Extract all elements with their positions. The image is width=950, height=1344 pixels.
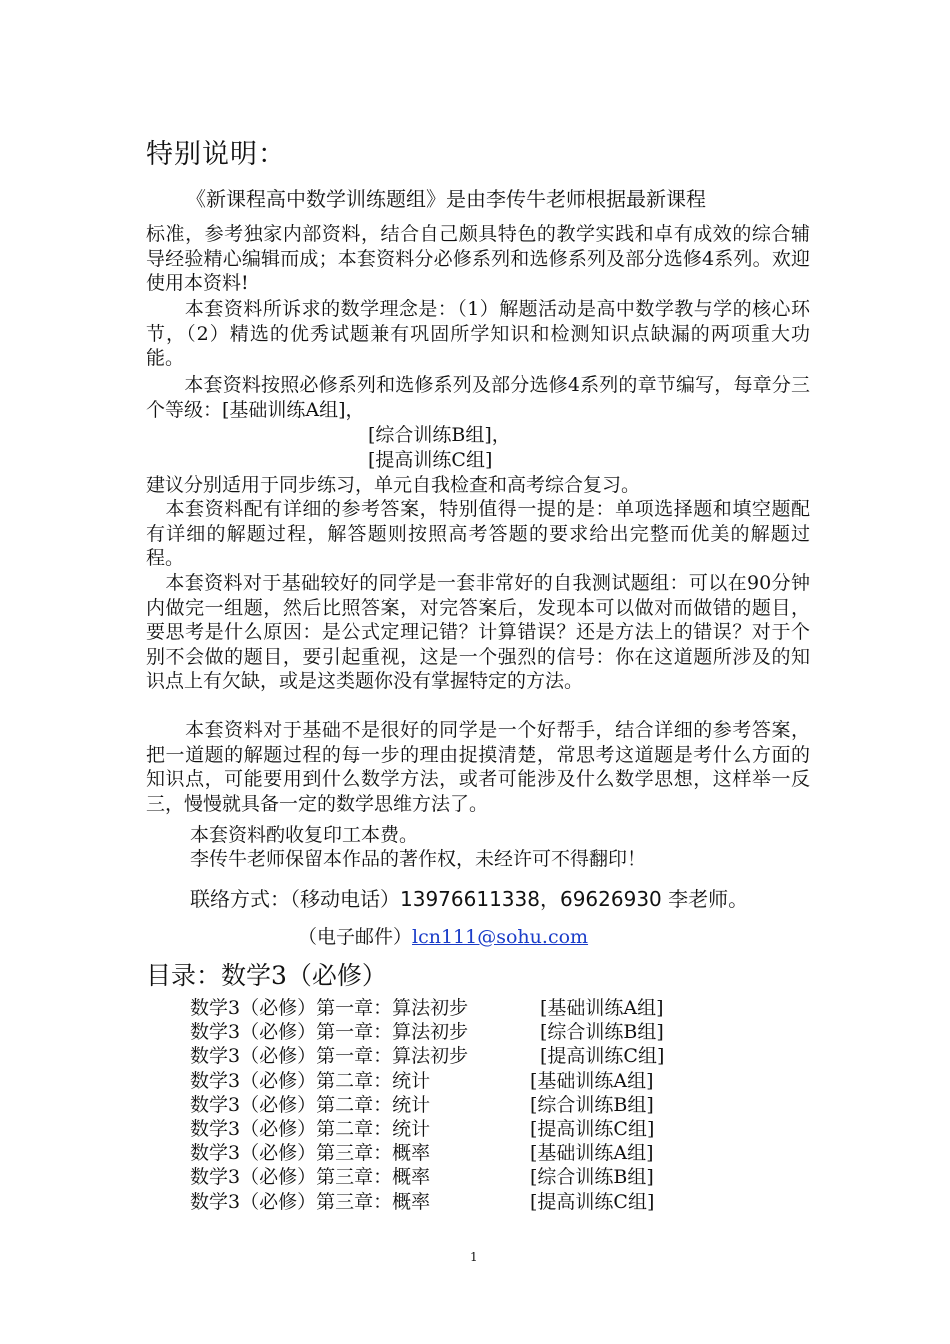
level-c-line: [提高训练C组] — [368, 449, 493, 471]
contact-email-line — [298, 922, 588, 949]
paragraph-8: 本套资料酌收复印工本费。 — [190, 824, 419, 846]
paragraph-1: 标准，参考独家内部资料，结合自己颇具特色的教学实践和卓有成效的综合辅导经验精心编辑而成；本套资料分必修系列和选修系列及部分选修4系列。欢迎使用本资料! — [146, 223, 810, 294]
paragraph-9: 李传牛老师保留本作品的著作权，未经许可不得翻印！ — [190, 848, 647, 870]
toc-item[interactable]: 数学3（必修）第三章：概率 [综合训练B组] — [190, 1166, 654, 1189]
paragraph-4: 建议分别适用于同步练习，单元自我检查和高考综合复习。 — [146, 474, 641, 496]
phone-numbers: 13976611338，69626930 — [400, 887, 662, 911]
toc-item[interactable]: 数学3（必修）第一章：算法初步 [提高训练C组] — [190, 1045, 665, 1068]
level-b-line: [综合训练B组]， — [368, 424, 511, 446]
paragraph-3: 本套资料按照必修系列和选修系列及部分选修4系列的章节编写，每章分三个等级：[基础训练A组]， — [146, 374, 810, 421]
toc-item[interactable]: 数学3（必修）第二章：统计 [基础训练A组] — [190, 1069, 654, 1092]
toc-title: 目录：数学3（必修） — [146, 961, 387, 990]
toc-item[interactable]: 数学3（必修）第三章：概率 [提高训练C组] — [190, 1190, 655, 1213]
email-label: （电子邮件） — [298, 926, 413, 948]
toc-item[interactable]: 数学3（必修）第三章：概率 [基础训练A组] — [190, 1142, 654, 1165]
contact-phone-line — [190, 883, 748, 912]
paragraph-5: 本套资料配有详细的参考答案，特别值得一提的是：单项选择题和填空题配有详细的解题过程，解答题则按照高考答题的要求给出完整而优美的解题过程。 — [146, 498, 810, 569]
toc-item[interactable]: 数学3（必修）第二章：统计 [综合训练B组] — [190, 1093, 654, 1116]
contact-label: 联络方式：（移动电话） — [190, 887, 400, 911]
table-of-contents — [190, 996, 665, 1214]
intro-line: 《新课程高中数学训练题组》是由李传牛老师根据最新课程 — [186, 187, 706, 211]
toc-item[interactable]: 数学3（必修）第一章：算法初步 [综合训练B组] — [190, 1021, 664, 1044]
paragraph-6: 本套资料对于基础较好的同学是一套非常好的自我测试题组：可以在90分钟内做完一组题，然后比照答案，对完答案后，发现本可以做对而做错的题目，要思考是什么原因：是公式定理记错？计算错误？还是方法上的错误？对于个别不会做的题目，要引起重视，这是一个强烈的信号：你在这道题所涉及的知识点上有欠缺，或是这类题你没有掌握特定的方法。 — [146, 572, 810, 692]
paragraph-2: 本套资料所诉求的数学理念是：（1）解题活动是高中数学教与学的核心环节，（2）精选的优秀试题兼有巩固所学知识和检测知识点缺漏的两项重大功能。 — [146, 298, 810, 369]
page-number: 1 — [470, 1250, 478, 1264]
toc-item[interactable]: 数学3（必修）第一章：算法初步 [基础训练A组] — [190, 997, 664, 1019]
page-title: 特别说明： — [146, 139, 286, 170]
email-link[interactable]: lcn111@sohu.com — [412, 926, 589, 948]
paragraph-7: 本套资料对于基础不是很好的同学是一个好帮手，结合详细的参考答案，把一道题的解题过程的每一步的理由捉摸清楚，常思考这道题是考什么方面的知识点，可能要用到什么数学方法，或者可能涉及什么数学思想，这样举一反三，慢慢就具备一定的数学思维方法了。 — [146, 719, 810, 815]
toc-item[interactable]: 数学3（必修）第二章：统计 [提高训练C组] — [190, 1117, 655, 1140]
contact-name: 李老师。 — [661, 887, 749, 911]
